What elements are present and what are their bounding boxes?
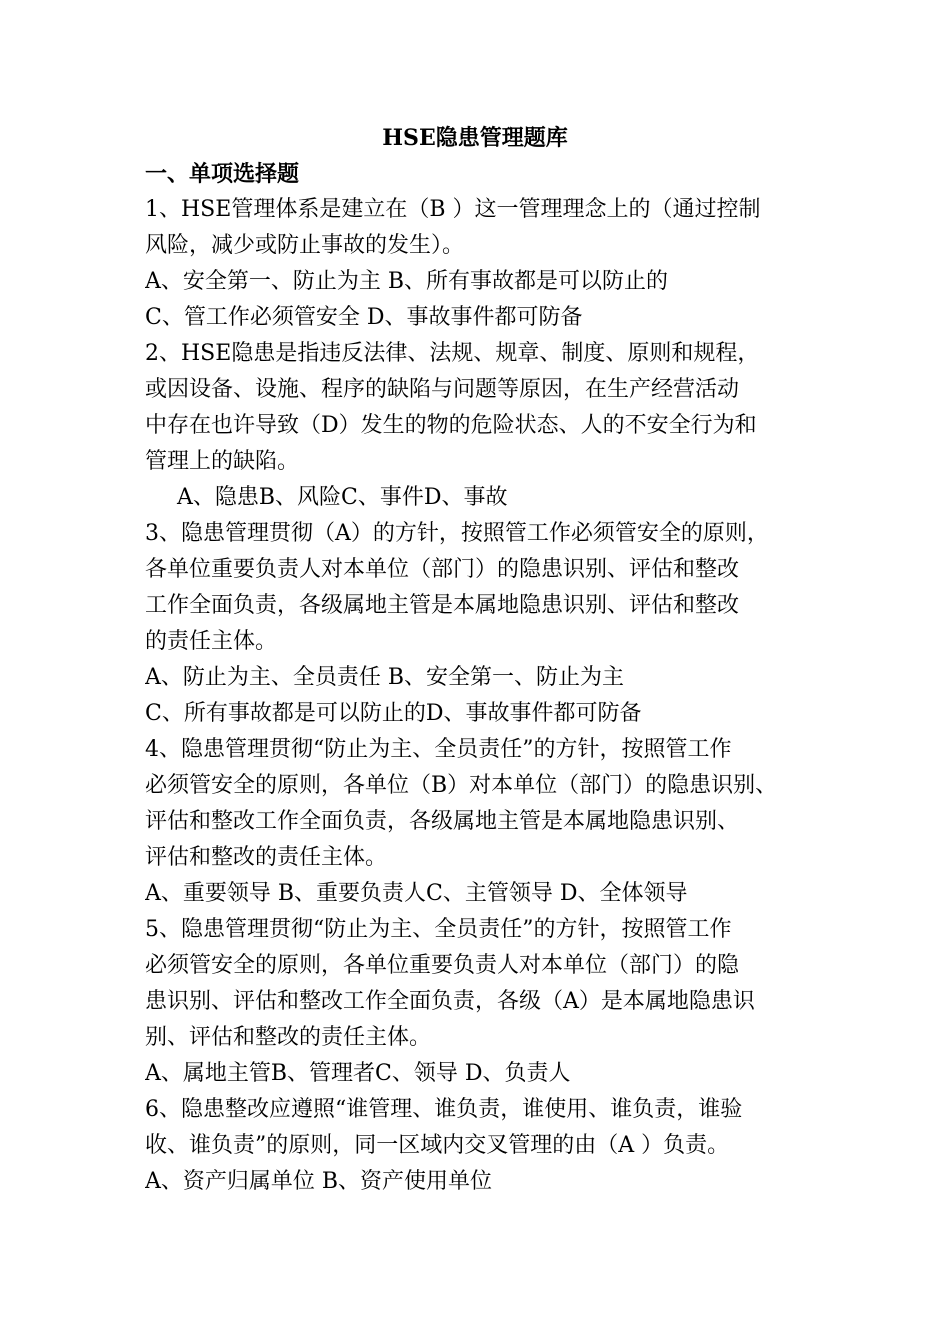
question-text: 别、评估和整改的责任主体。: [145, 1025, 432, 1050]
question-text: 5、隐患管理贯彻“防止为主、全员责任”的方针，按照管工作: [145, 917, 732, 942]
question-text: 1、HSE管理体系是建立在（B ）这一管理理念上的（通过控制: [145, 197, 761, 222]
question-text: 患识别、评估和整改工作全面负责，各级（A）是本属地隐患识: [145, 989, 755, 1014]
question-text: 的责任主体。: [145, 629, 278, 654]
document-title: HSE隐患管理题库: [382, 125, 568, 151]
question-text: 工作全面负责，各级属地主管是本属地隐患识别、评估和整改: [145, 593, 740, 618]
question-text: 风险，减少或防止事故的发生）。: [145, 233, 465, 258]
question-text: 各单位重要负责人对本单位（部门）的隐患识别、评估和整改: [145, 557, 740, 582]
answer-options: A、重要领导 B、重要负责人C、主管领导 D、全体领导: [145, 881, 688, 906]
question-text: 必须管安全的原则，各单位重要负责人对本单位（部门）的隐: [145, 953, 740, 978]
document-body: [145, 156, 835, 1200]
question-text: 2、HSE隐患是指违反法律、法规、规章、制度、原则和规程，: [145, 341, 760, 366]
question-text: 中存在也许导致（D）发生的物的危险状态、人的不安全行为和: [145, 413, 757, 438]
question-text: 或因设备、设施、程序的缺陷与问题等原因，在生产经营活动: [145, 377, 740, 402]
question-text: 必须管安全的原则，各单位（B）对本单位（部门）的隐患识别、: [145, 773, 778, 798]
answer-options: C、所有事故都是可以防止的D、事故事件都可防备: [145, 701, 642, 726]
answer-options: A、防止为主、全员责任 B、安全第一、防止为主: [145, 665, 625, 690]
answer-options: A、隐患B、风险C、事件D、事故: [177, 485, 508, 510]
answer-options: C、管工作必须管安全 D、事故事件都可防备: [145, 305, 583, 330]
question-text: 评估和整改工作全面负责，各级属地主管是本属地隐患识别、: [145, 809, 740, 834]
question-text: 管理上的缺陷。: [145, 449, 300, 474]
question-text: 6、隐患整改应遵照“谁管理、谁负责，谁使用、谁负责，谁验: [145, 1097, 743, 1122]
section-heading: 一、单项选择题: [145, 161, 300, 187]
question-text: 收、谁负责”的原则，同一区域内交叉管理的由（A ）负责。: [145, 1133, 730, 1158]
answer-options: A、资产归属单位 B、资产使用单位: [145, 1169, 493, 1194]
question-text: 评估和整改的责任主体。: [145, 845, 388, 870]
answer-options: A、安全第一、防止为主 B、所有事故都是可以防止的: [145, 269, 669, 294]
answer-options: A、属地主管B、管理者C、领导 D、负责人: [145, 1061, 571, 1086]
question-text: 3、隐患管理贯彻（A）的方针，按照管工作必须管安全的原则，: [145, 521, 769, 546]
question-text: 4、隐患管理贯彻“防止为主、全员责任”的方针，按照管工作: [145, 737, 732, 762]
